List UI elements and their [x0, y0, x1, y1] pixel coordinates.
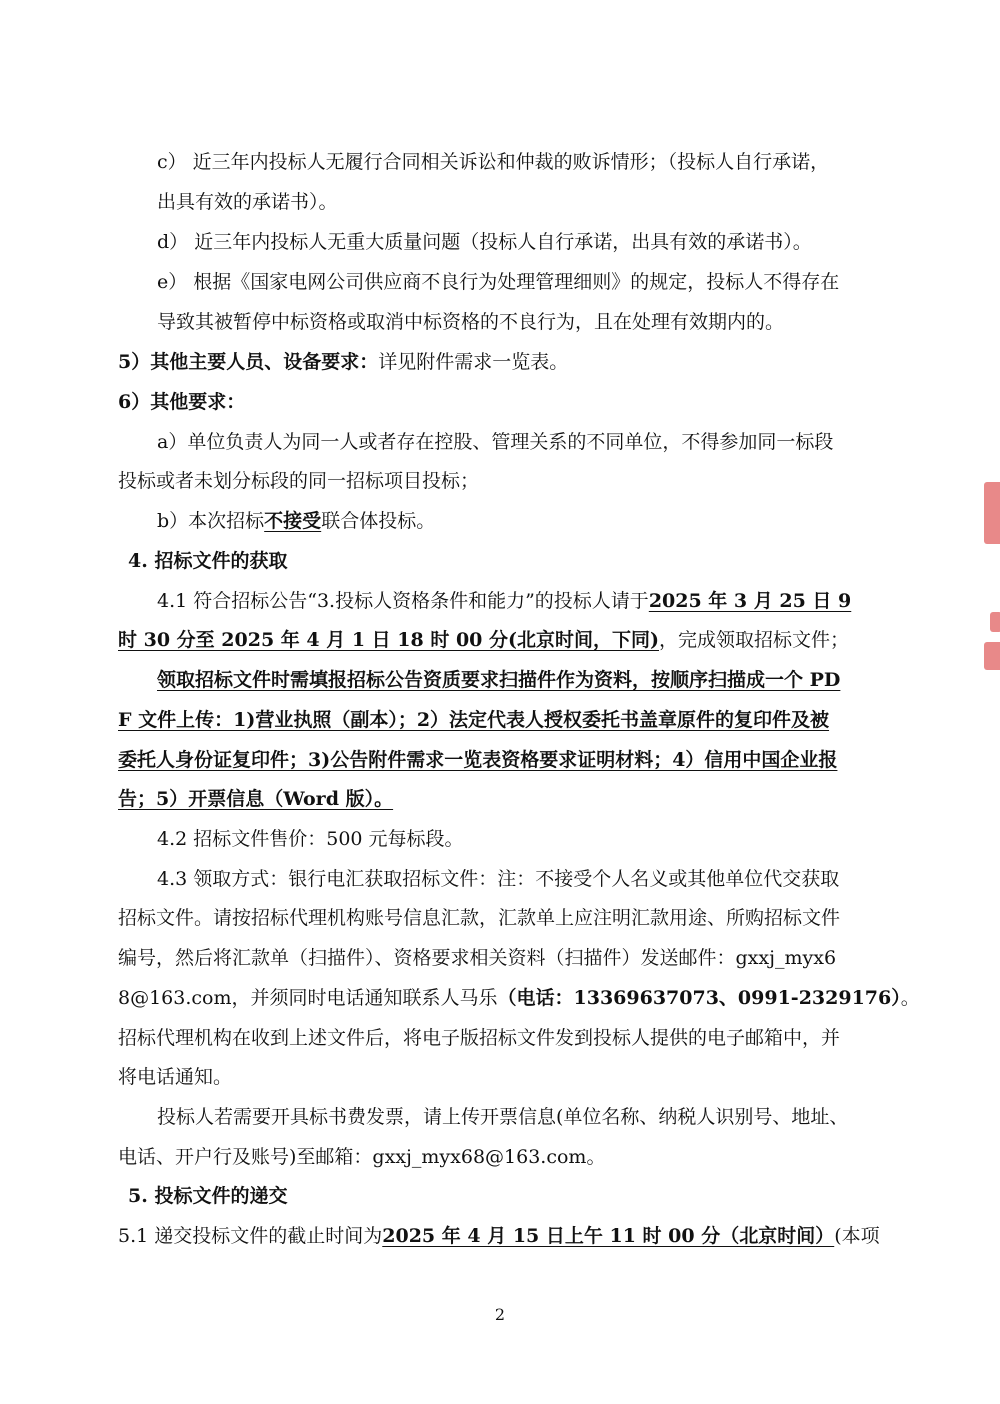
requirement-6a-line-1: a）单位负责人为同一人或者存在控股、管理关系的不同单位，不得参加同一标段: [157, 431, 834, 453]
section-4-3-line-1: 4.3 领取方式：银行电汇获取招标文件：注：不接受个人名义或其他单位代交获取: [157, 868, 840, 890]
section-4-heading: 4. 招标文件的获取: [128, 550, 288, 572]
requirement-6b-line: [157, 507, 435, 535]
section-4-1-tail: ，完成领取招标文件；: [659, 629, 850, 651]
section-4-3-line-3: 编号，然后将汇款单（扫描件）、资格要求相关资料（扫描件）发送邮件：gxxj_myx6: [118, 947, 837, 969]
section-5-1-line: [118, 1222, 880, 1250]
contact-text: 8@163.com，并须同时电话通知联系人马乐: [118, 987, 498, 1009]
section-4-3-line-5: 招标代理机构在收到上述文件后，将电子版招标文件发到投标人提供的电子邮箱中，并: [118, 1027, 841, 1049]
clause-d: d） 近三年内投标人无重大质量问题（投标人自行承诺，出具有效的承诺书）。: [157, 231, 812, 253]
requirement-6-heading: 6）其他要求：: [118, 391, 246, 413]
section-4-1-line-2: [118, 626, 849, 654]
contact-period: 。: [900, 987, 920, 1009]
invoice-line-2: 电话、开户行及账号)至邮箱：gxxj_myx68@163.com。: [118, 1146, 606, 1168]
requirement-5-text: 详见附件需求一览表。: [378, 351, 569, 373]
requirement-5-heading: 5）其他主要人员、设备要求：: [118, 351, 379, 373]
requirement-6b-text-a: b）本次招标: [157, 510, 265, 532]
section-4-2: 4.2 招标文件售价：500 元每标段。: [157, 828, 464, 850]
section-4-3-line-6: 将电话通知。: [118, 1066, 233, 1088]
upload-requirement-line-3: 委托人身份证复印件；3)公告附件需求一览表资格要求证明材料；4）信用中国企业报: [118, 749, 838, 771]
upload-requirement-line-4: 告；5）开票信息（Word 版）。: [118, 788, 394, 810]
requirement-6b-text-c: 联合体投标。: [321, 510, 436, 532]
requirement-6a-line-2: 投标或者未划分标段的同一招标项目投标；: [118, 470, 480, 492]
section-4-1-line-1: [157, 587, 851, 615]
upload-requirement-line-1: 领取招标文件时需填报招标公告资质要求扫描件作为资料，按顺序扫描成一个 PD: [157, 669, 841, 691]
section-4-1-period: 时 30 分至 2025 年 4 月 1 日 18 时 00 分(北京时间，下同): [118, 629, 659, 651]
invoice-line-1: 投标人若需要开具标书费发票，请上传开票信息(单位名称、纳税人识别号、地址、: [157, 1106, 849, 1128]
requirement-6b-emphasis: 不接受: [264, 510, 322, 532]
section-4-3-line-4: [118, 984, 920, 1012]
section-5-1-deadline: 2025 年 4 月 15 日上午 11 时 00 分（北京时间）: [382, 1225, 835, 1247]
section-4-3-line-2: 招标文件。请按招标代理机构账号信息汇款，汇款单上应注明汇款用途、所购招标文件: [118, 907, 841, 929]
clause-c-line-1: c） 近三年内投标人无履行合同相关诉讼和仲裁的败诉情形；（投标人自行承诺，: [157, 151, 830, 173]
section-5-1-text: 5.1 递交投标文件的截止时间为: [118, 1225, 383, 1247]
clause-e-line-1: e） 根据《国家电网公司供应商不良行为处理管理细则》的规定，投标人不得存在: [157, 271, 840, 293]
page-number: 2: [494, 1305, 506, 1324]
contact-phone: （电话：13369637073、0991-2329176）: [497, 987, 901, 1009]
upload-requirement-line-2: F 文件上传：1)营业执照（副本）；2）法定代表人授权委托书盖章原件的复印件及被: [118, 709, 830, 731]
section-4-1-text: 4.1 符合招标公告“3.投标人资格条件和能力”的投标人请于: [157, 590, 649, 612]
section-5-1-tail: (本项: [834, 1225, 880, 1247]
section-5-heading: 5. 投标文件的递交: [128, 1185, 288, 1207]
requirement-5-line: [118, 348, 568, 376]
clause-c-line-2: 出具有效的承诺书）。: [157, 191, 338, 213]
section-4-1-start-date: 2025 年 3 月 25 日 9: [648, 590, 852, 612]
clause-e-line-2: 导致其被暂停中标资格或取消中标资格的不良行为，且在处理有效期内的。: [157, 311, 785, 333]
